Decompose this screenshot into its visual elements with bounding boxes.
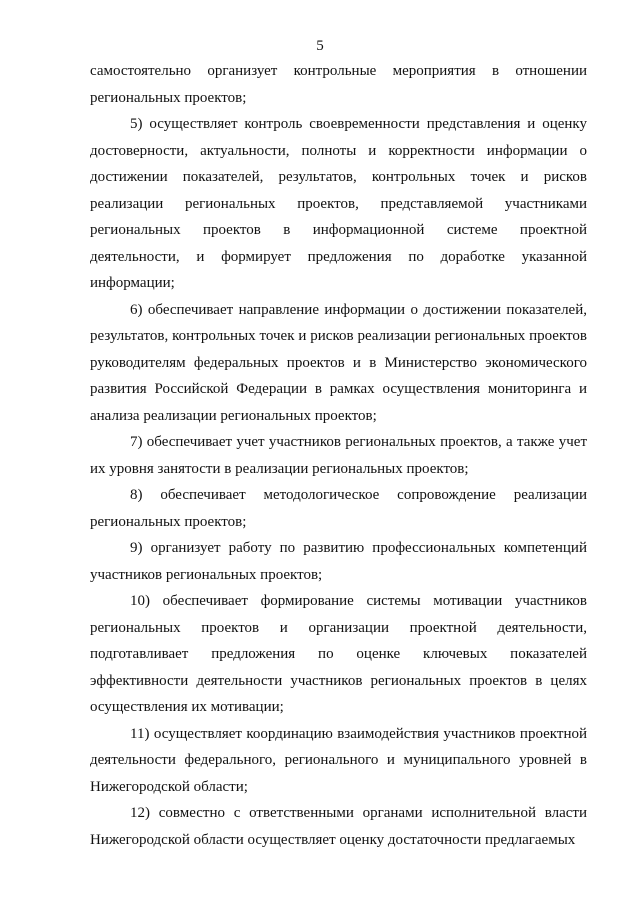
paragraph-continuation: самостоятельно организует контрольные мероприятия в отношении региональных проектов; (90, 63, 587, 106)
paragraph-item-11: 11) осуществляет координацию взаимодействия участников проектной деятельности федерального, регионального и муниципального уровней в Нижегородской области; (90, 725, 587, 795)
paragraph-item-10: 10) обеспечивает формирование системы мотивации участников региональных проектов и организации проектной деятельности, подготавливает предложения по оценке ключевых показателей эффективности деятельности участников региональных проектов в целях осуществления их мотивации; (90, 593, 587, 715)
paragraph-item-9: 9) организует работу по развитию профессиональных компетенций участников региональных проектов; (90, 540, 587, 583)
paragraph-item-8: 8) обеспечивает методологическое сопровождение реализации региональных проектов; (90, 487, 587, 530)
page-number: 5 (316, 38, 324, 54)
document-body (90, 58, 587, 853)
paragraph-item-5: 5) осуществляет контроль своевременности представления и оценку достоверности, актуальности, полноты и корректности информации о достижении показателей, результатов, контрольных точек и рисков реализации региональных проектов, представляемой участниками региональных проектов в информационной системе проектной деятельности, и формирует предложения по доработке указанной информации; (90, 116, 587, 291)
paragraph-item-7: 7) обеспечивает учет участников региональных проектов, а также учет их уровня занятости в реализации региональных проектов; (90, 434, 587, 477)
paragraph-item-6: 6) обеспечивает направление информации о достижении показателей, результатов, контрольных точек и рисков реализации региональных проектов руководителям федеральных проектов и в Министерство экономического развития Российской Федерации в рамках осуществления мониторинга и анализа реализации региональных проектов; (90, 301, 587, 424)
paragraph-item-12: 12) совместно с ответственными органами исполнительной власти Нижегородской области осуществляет оценку достаточности предлагаемых (90, 805, 587, 848)
